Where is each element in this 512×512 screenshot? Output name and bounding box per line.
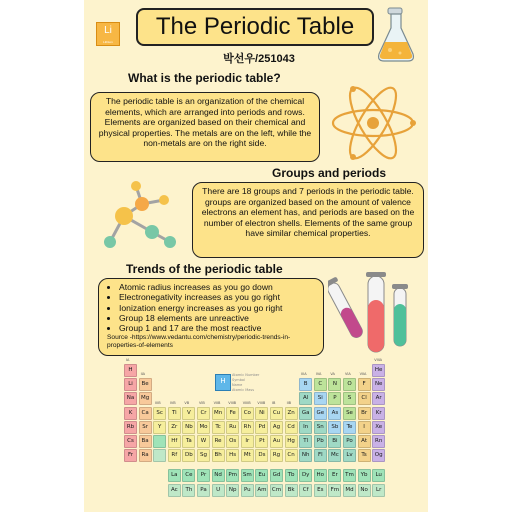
periodic-table — [122, 352, 390, 510]
element-cell: Ir — [241, 435, 254, 448]
element-cell: Be — [139, 378, 152, 391]
badge-symbol: Li — [104, 25, 112, 36]
element-cell: Ra — [139, 449, 152, 462]
element-cell: Nd — [212, 469, 225, 482]
element-cell: Po — [343, 435, 356, 448]
element-cell: He — [372, 364, 385, 377]
section-heading-trends: Trends of the periodic table — [126, 262, 283, 276]
element-cell: Cf — [299, 484, 312, 497]
element-cell: Sc — [153, 407, 166, 420]
element-cell: Cu — [270, 407, 283, 420]
element-cell: At — [358, 435, 371, 448]
group-label: VIIIB — [257, 400, 266, 405]
element-cell: Ac — [168, 484, 181, 497]
group-label: IVA — [315, 372, 322, 377]
element-cell: Cd — [285, 421, 298, 434]
element-cell: Re — [212, 435, 225, 448]
element-cell: Nb — [182, 421, 195, 434]
group-label: IIA — [140, 372, 146, 377]
element-cell — [153, 435, 166, 448]
element-cell: Bk — [285, 484, 298, 497]
element-cell: Pb — [314, 435, 327, 448]
element-cell: Xe — [372, 421, 385, 434]
element-cell: S — [343, 392, 356, 405]
group-label: IVB — [169, 400, 176, 405]
element-cell: Mc — [328, 449, 341, 462]
element-cell: Br — [358, 407, 371, 420]
trend-item: • Atomic radius increases as you go down — [119, 282, 317, 292]
key-label: Symbol — [232, 378, 246, 382]
element-cell: Pu — [241, 484, 254, 497]
element-cell: Li — [124, 378, 137, 391]
element-cell: No — [358, 484, 371, 497]
element-cell: Gd — [270, 469, 283, 482]
element-cell: Rb — [124, 421, 137, 434]
element-cell: H — [124, 364, 137, 377]
element-cell: Se — [343, 407, 356, 420]
element-cell: Na — [124, 392, 137, 405]
group-label: IIB — [286, 400, 292, 405]
element-cell: B — [299, 378, 312, 391]
group-label: VIA — [345, 372, 351, 377]
element-cell: Fm — [328, 484, 341, 497]
element-cell: Cl — [358, 392, 371, 405]
element-cell: Es — [314, 484, 327, 497]
element-cell: Cm — [270, 484, 283, 497]
element-cell: Rn — [372, 435, 385, 448]
group-label: VIIB — [213, 400, 221, 405]
element-cell: Hf — [168, 435, 181, 448]
element-cell: Ru — [226, 421, 239, 434]
element-cell: K — [124, 407, 137, 420]
element-cell: Fl — [314, 449, 327, 462]
group-label: VIIIB — [242, 400, 251, 405]
element-cell: Og — [372, 449, 385, 462]
element-cell: Lr — [372, 484, 385, 497]
trends-list — [107, 282, 317, 333]
element-cell: C — [314, 378, 327, 391]
element-cell: Mt — [241, 449, 254, 462]
element-cell: Yb — [358, 469, 371, 482]
element-cell: Te — [343, 421, 356, 434]
element-cell: Sg — [197, 449, 210, 462]
element-cell: Co — [241, 407, 254, 420]
element-cell: Np — [226, 484, 239, 497]
element-cell: Pt — [255, 435, 268, 448]
section-heading-groups-periods: Groups and periods — [272, 166, 387, 180]
element-cell: Y — [153, 421, 166, 434]
element-cell: Th — [182, 484, 195, 497]
element-cell: Ho — [314, 469, 327, 482]
groups-periods-text: There are 18 groups and 7 periods in the periodic table. groups are organized based on the amount of valence electrons an element has, and periods are based on the number of electron shells. Elements of the same group have similar chemical properties. — [201, 186, 415, 239]
element-cell: V — [182, 407, 195, 420]
element-cell: Rf — [168, 449, 181, 462]
element-cell: Zr — [168, 421, 181, 434]
group-label: VIIIB — [228, 400, 237, 405]
element-cell: Ar — [372, 392, 385, 405]
element-cell: Er — [328, 469, 341, 482]
element-cell: Ag — [270, 421, 283, 434]
element-cell: Os — [226, 435, 239, 448]
element-cell: Cn — [285, 449, 298, 462]
group-label: VIIA — [359, 372, 367, 377]
element-cell: F — [358, 378, 371, 391]
element-cell: Db — [182, 449, 195, 462]
key-label: Name — [232, 383, 243, 387]
element-cell: Kr — [372, 407, 385, 420]
element-cell: Rg — [270, 449, 283, 462]
element-cell: La — [168, 469, 181, 482]
element-cell: Cs — [124, 435, 137, 448]
element-cell: Ne — [372, 378, 385, 391]
element-cell: Hg — [285, 435, 298, 448]
element-cell: Md — [343, 484, 356, 497]
element-cell: Tc — [212, 421, 225, 434]
group-label: IB — [272, 400, 276, 405]
definition-box — [90, 92, 320, 162]
element-cell: Bi — [328, 435, 341, 448]
badge-name: Lithium — [103, 40, 113, 44]
element-cell: Ce — [182, 469, 195, 482]
element-cell: Lv — [343, 449, 356, 462]
element-cell: Cr — [197, 407, 210, 420]
element-cell: Fr — [124, 449, 137, 462]
poster — [84, 0, 428, 512]
element-cell: Ni — [255, 407, 268, 420]
group-label: VIB — [199, 400, 205, 405]
trends-box — [98, 278, 324, 356]
element-cell: N — [328, 378, 341, 391]
page-title: The Periodic Table — [136, 8, 374, 46]
element-cell: Zn — [285, 407, 298, 420]
trend-item: • Electronegativity increases as you go right — [119, 292, 317, 302]
element-cell: Hs — [226, 449, 239, 462]
element-cell: Tb — [285, 469, 298, 482]
element-cell: Mo — [197, 421, 210, 434]
element-cell: As — [328, 407, 341, 420]
element-cell: Sm — [241, 469, 254, 482]
element-cell: Nh — [299, 449, 312, 462]
element-cell: In — [299, 421, 312, 434]
group-label: VB — [184, 400, 190, 405]
group-label: VA — [330, 372, 335, 377]
element-cell: P — [328, 392, 341, 405]
flask-icon — [376, 6, 418, 64]
element-cell: Ga — [299, 407, 312, 420]
element-cell: Ta — [182, 435, 195, 448]
group-label: VIIIA — [374, 358, 383, 362]
element-cell: Sn — [314, 421, 327, 434]
element-cell: Au — [270, 435, 283, 448]
element-cell: Am — [255, 484, 268, 497]
element-cell: Al — [299, 392, 312, 405]
element-cell: Pa — [197, 484, 210, 497]
element-cell: O — [343, 378, 356, 391]
atom-icon — [330, 80, 416, 166]
element-cell: Eu — [255, 469, 268, 482]
element-cell: U — [212, 484, 225, 497]
element-cell — [153, 449, 166, 462]
element-cell: Ba — [139, 435, 152, 448]
groups-periods-box — [192, 182, 424, 258]
definition-text: The periodic table is an organization of the chemical elements, which are arranged into periods and rows. Elements are organized based on their chemical and physical properties. The metals are on the left, while the non-metals are on the right side. — [98, 96, 312, 149]
element-cell: I — [358, 421, 371, 434]
element-cell: Dy — [299, 469, 312, 482]
molecule-icon — [90, 180, 190, 262]
source-citation: Source -https://www.vedantu.com/chemistry/periodic-trends-in-properties-of-elements — [107, 334, 291, 350]
element-cell: Mn — [212, 407, 225, 420]
group-label: IA — [126, 358, 130, 362]
element-cell: Bh — [212, 449, 225, 462]
element-cell: Ts — [358, 449, 371, 462]
element-cell: Tm — [343, 469, 356, 482]
element-cell: W — [197, 435, 210, 448]
element-cell: Fe — [226, 407, 239, 420]
element-cell: Lu — [372, 469, 385, 482]
element-cell: Sr — [139, 421, 152, 434]
element-cell: Rh — [241, 421, 254, 434]
element-cell: Pm — [226, 469, 239, 482]
group-label: IIIB — [155, 400, 161, 405]
element-cell: Ds — [255, 449, 268, 462]
trend-item: • Group 18 elements are unreactive — [119, 313, 317, 323]
key-label: Atomic Mass — [232, 388, 255, 392]
trend-item: • Group 1 and 17 are the most reactive — [119, 323, 317, 333]
group-label: IIIA — [301, 372, 307, 377]
element-cell: Si — [314, 392, 327, 405]
element-cell: Tl — [299, 435, 312, 448]
element-cell: Pr — [197, 469, 210, 482]
key-label: Atomic Number — [232, 373, 260, 377]
author-id: 박선우/251043 — [223, 53, 295, 65]
trend-item: • Ionization energy increases as you go right — [119, 303, 317, 313]
element-cell: Ca — [139, 407, 152, 420]
element-cell: Sb — [328, 421, 341, 434]
element-cell: Pd — [255, 421, 268, 434]
lithium-element-badge — [96, 22, 120, 46]
section-heading-what-is: What is the periodic table? — [128, 71, 281, 85]
test-tubes-icon — [328, 262, 424, 358]
element-cell: Mg — [139, 392, 152, 405]
key-element-cell: H — [215, 374, 231, 391]
element-cell: Ge — [314, 407, 327, 420]
element-cell: Ti — [168, 407, 181, 420]
